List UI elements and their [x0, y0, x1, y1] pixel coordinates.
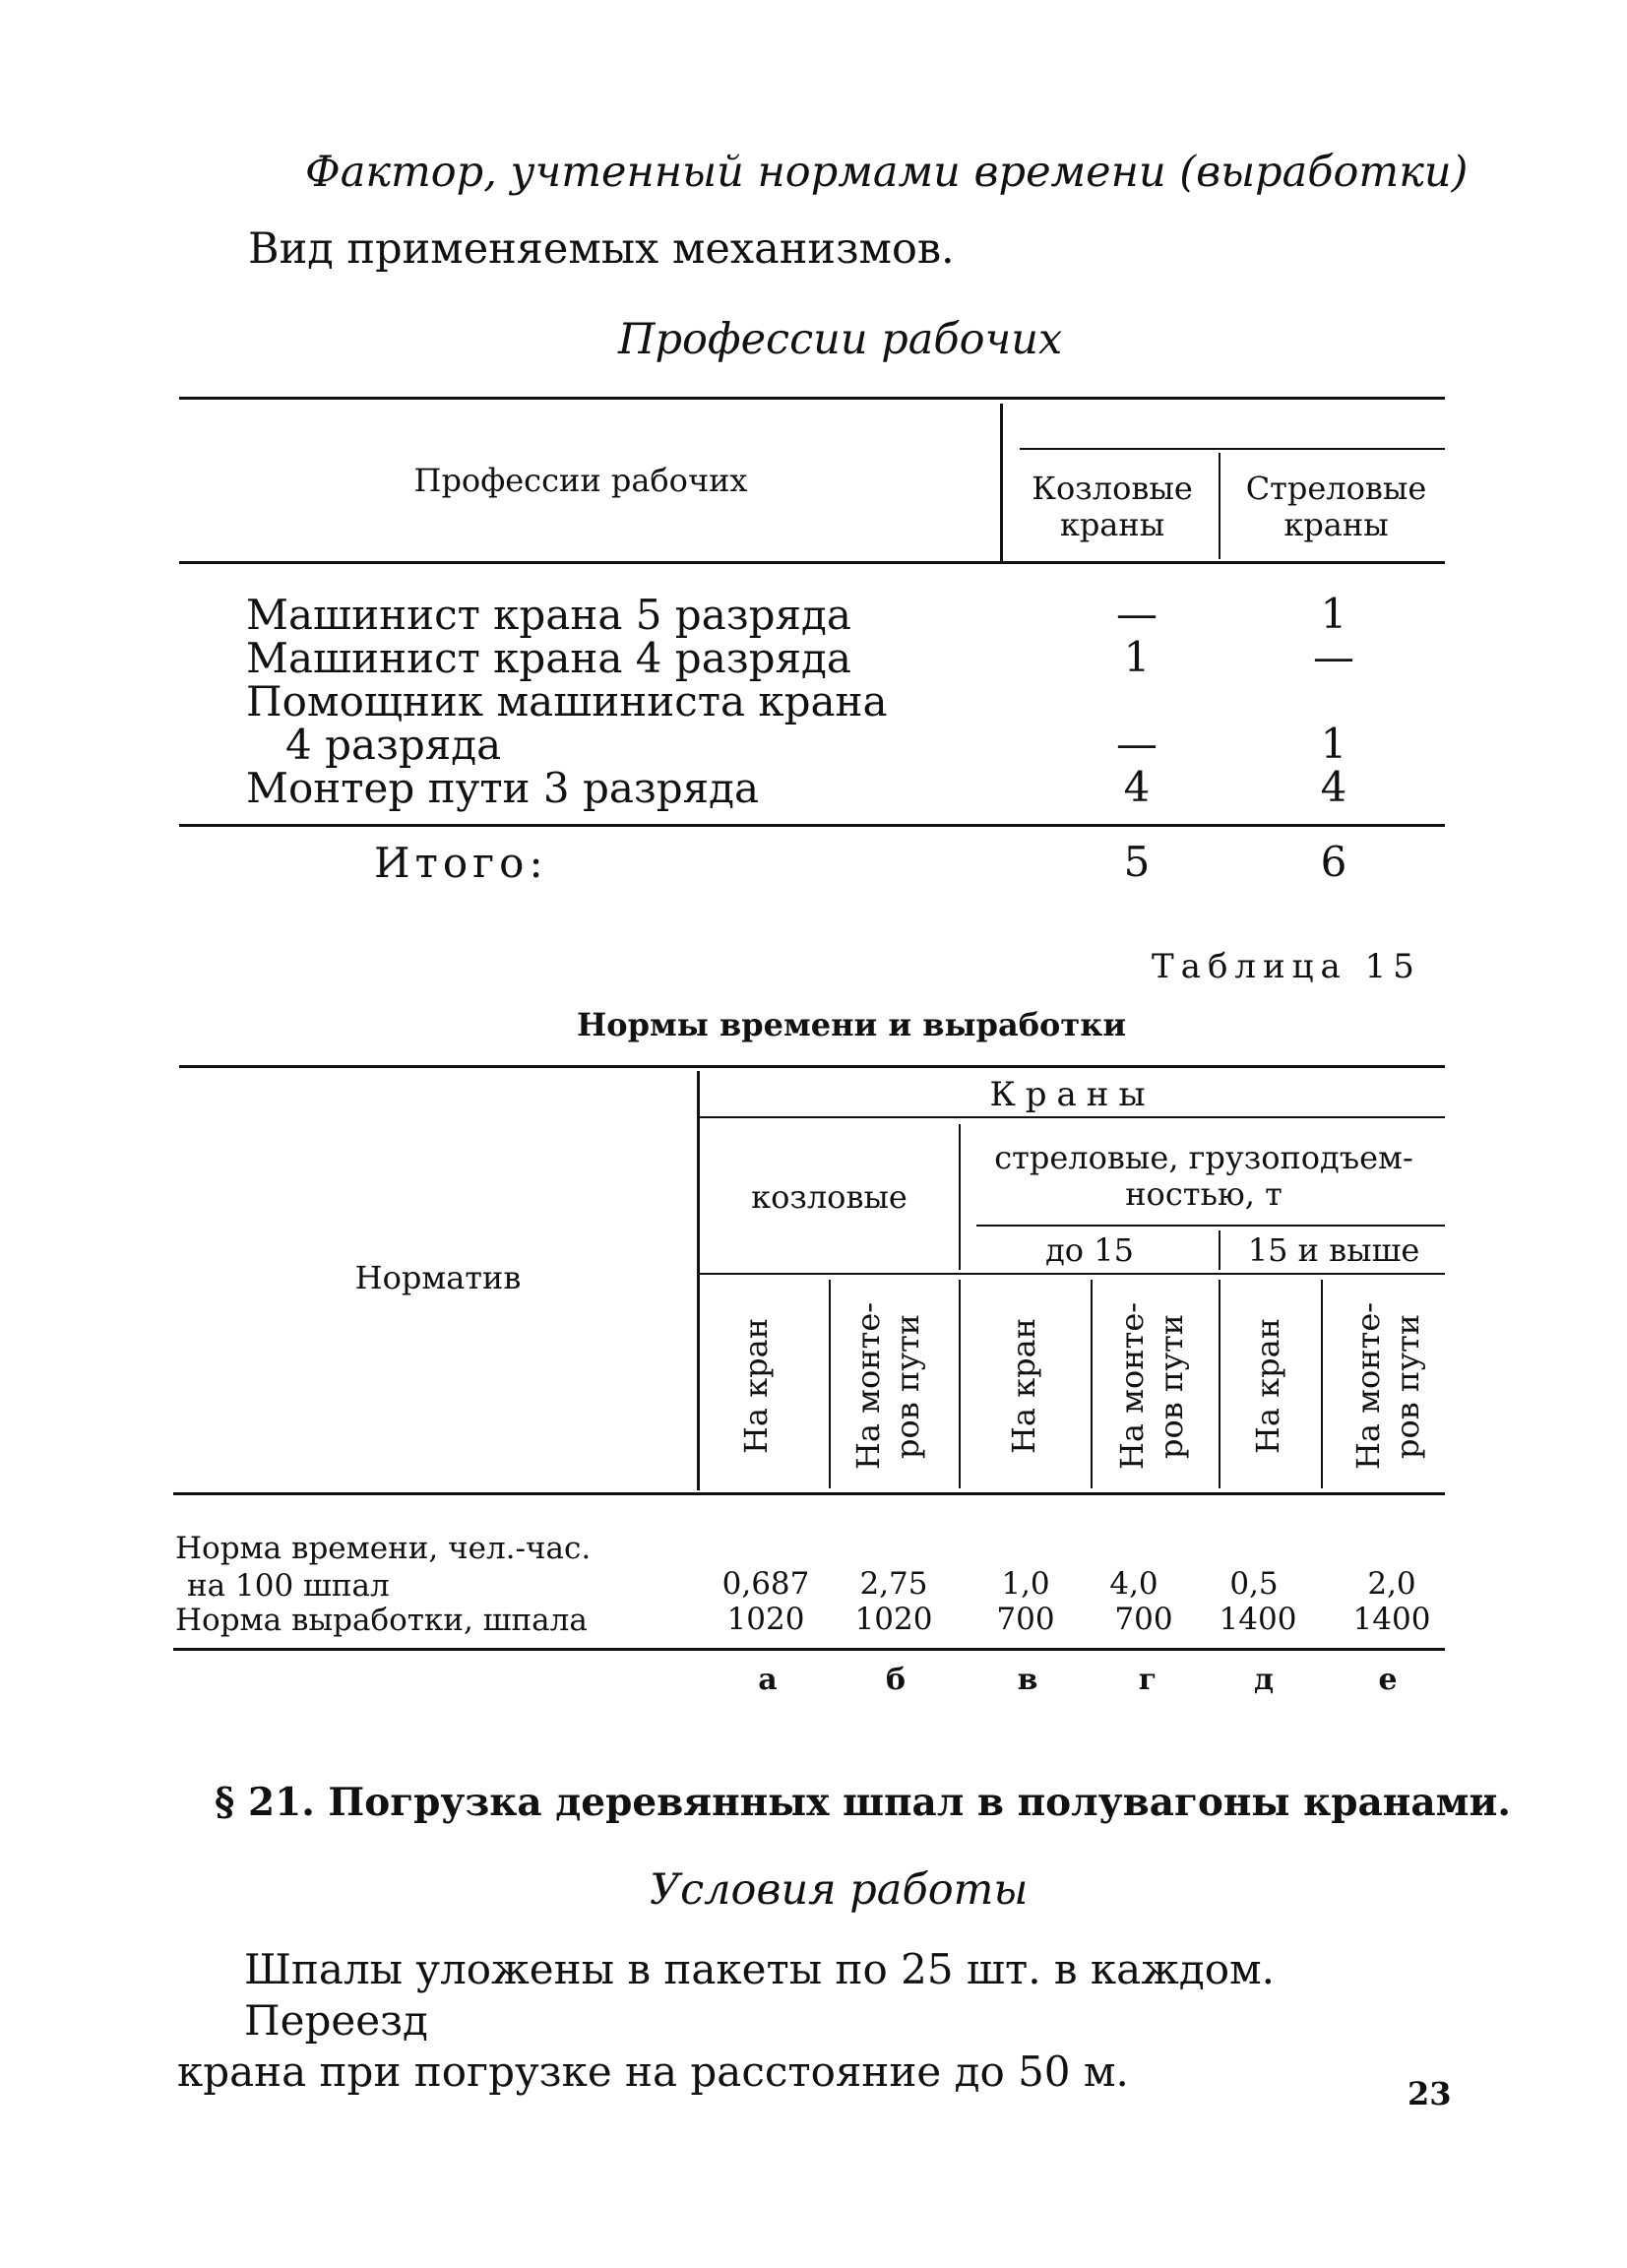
row-output-label: Норма выработки, шпала — [175, 1603, 588, 1638]
output-value: 700 — [1114, 1602, 1173, 1637]
output-value: 700 — [996, 1602, 1055, 1637]
header-normativ: Норматив — [354, 1259, 522, 1296]
time-value: 2,0 — [1367, 1566, 1416, 1602]
worker-row-label: 4 разряда — [285, 721, 502, 769]
header-cranes: Краны — [989, 1075, 1156, 1114]
mechanisms-text: Вид применяемых механизмов. — [248, 224, 955, 274]
header-boom: стреловые, грузоподъем- ностью, т — [994, 1139, 1413, 1213]
col-letter: е — [1378, 1663, 1398, 1697]
worker-row-col1: — — [1116, 590, 1158, 638]
worker-row-label: Монтер пути 3 разряда — [246, 764, 760, 812]
worker-row-label: Машинист крана 5 разряда — [246, 591, 851, 639]
time-value: 1,0 — [1001, 1566, 1050, 1602]
worker-row-col1: 4 — [1123, 763, 1151, 811]
col-letter: а — [758, 1663, 778, 1697]
header-boom-cranes: Стреловые краны — [1245, 470, 1427, 543]
col-letter: д — [1254, 1663, 1274, 1697]
factor-heading: Фактор, учтенный нормами времени (выработки) — [305, 148, 1469, 197]
section-heading: § 21. Погрузка деревянных шпал в полувагоны кранами. — [215, 1780, 1511, 1825]
conditions-title: Условия работы — [650, 1865, 1029, 1915]
col-header-crane: На кран — [737, 1317, 775, 1455]
col-header-crane: На кран — [1249, 1317, 1286, 1455]
table-number: Таблица 15 — [1152, 947, 1421, 986]
col-letter: в — [1017, 1663, 1038, 1697]
worker-row-label: Машинист крана 4 разряда — [246, 634, 851, 682]
worker-row-col2: 4 — [1320, 763, 1347, 811]
col-header-track-workers: На монте- ров пути — [1113, 1301, 1190, 1471]
total-label: Итого: — [374, 839, 548, 887]
header-gantry: козловые — [751, 1178, 907, 1216]
row-time-label: Норма времени, чел.-час. на 100 шпал — [175, 1531, 592, 1604]
total-col2: 6 — [1320, 838, 1347, 886]
col-letter: б — [885, 1663, 906, 1697]
col-header-crane: На кран — [1005, 1317, 1042, 1455]
output-value: 1020 — [726, 1602, 805, 1637]
time-value: 0,687 — [721, 1566, 810, 1602]
col-header-track-workers: На монте- ров пути — [849, 1301, 926, 1471]
worker-row-col2: 1 — [1320, 720, 1347, 768]
worker-row-label: Помощник машиниста крана — [246, 677, 888, 725]
page-number: 23 — [1408, 2075, 1452, 2112]
worker-row-col1: 1 — [1123, 633, 1151, 681]
output-value: 1020 — [854, 1602, 933, 1637]
worker-row-col2: — — [1313, 633, 1354, 681]
output-value: 1400 — [1219, 1602, 1297, 1637]
worker-row-col1: — — [1116, 720, 1158, 768]
col-letter: г — [1138, 1663, 1158, 1697]
norms-title: Нормы времени и выработки — [577, 1006, 1127, 1043]
header-15-and-above: 15 и выше — [1247, 1231, 1420, 1269]
col-header-track-workers: На монте- ров пути — [1349, 1301, 1426, 1471]
header-up-to-15: до 15 — [1045, 1231, 1134, 1269]
header-profession: Профессии рабочих — [413, 462, 748, 499]
time-value: 4,0 — [1109, 1566, 1158, 1602]
workers-caption: Профессии рабочих — [618, 315, 1063, 364]
time-value: 0,5 — [1229, 1566, 1279, 1602]
header-gantry-cranes: Козловые краны — [1032, 470, 1193, 543]
time-value: 2,75 — [859, 1566, 928, 1602]
total-col1: 5 — [1123, 838, 1151, 886]
output-value: 1400 — [1352, 1602, 1431, 1637]
conditions-text: Шпалы уложены в пакеты по 25 шт. в каждом. Переезд крана при погрузке на расстояние до 50 м. — [177, 1945, 1276, 2096]
worker-row-col2: 1 — [1320, 590, 1347, 638]
